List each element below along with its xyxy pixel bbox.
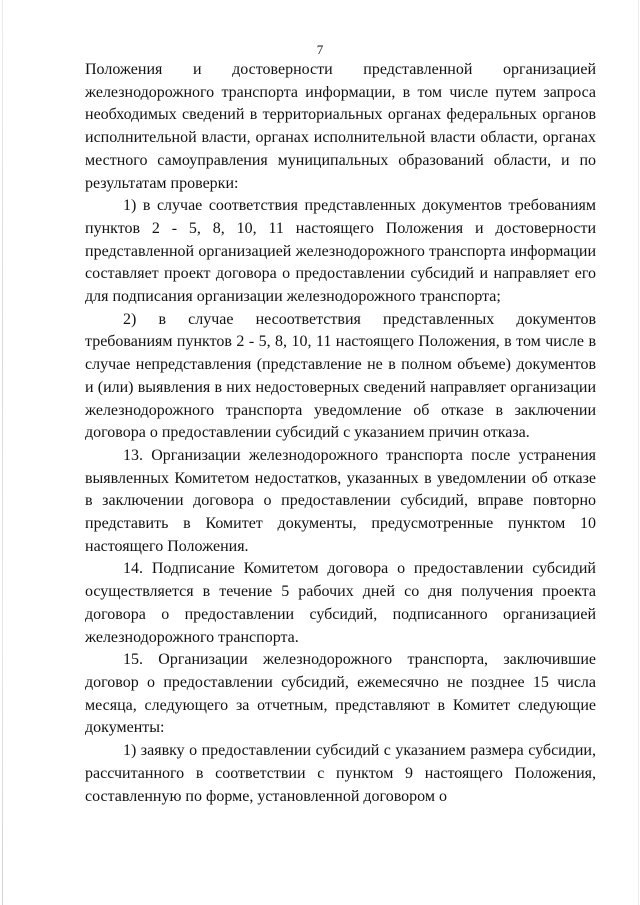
page-number: 7 [316, 42, 324, 57]
document-body [85, 59, 596, 808]
paragraph-clause-15: 15. Организации железнодорожного транспорта, заключившие договор о предоставлении субсидий, ежемесячно не позднее 15 числа месяца, следующего за отчетным, представляют в Комитет следующие документы: [85, 651, 596, 737]
paragraph-item-2: 2) в случае несоответствия представленных документов требованиям пунктов 2 - 5, 8, 10, 11 настоящего Положения, в том числе в случае непредставления (представление не в полном объеме) документов и (или) выявления в них недостоверных сведений направляет организации железнодорожного транспорта уведомление об отказе в заключении договора о предоставлении субсидий с указанием причин отказа. [85, 310, 596, 442]
paragraph-clause-14: 14. Подписание Комитетом договора о предоставлении субсидий осуществляется в течение 5 рабочих дней со дня получения проекта договора о предоставлении субсидий, подписанного организацией железнодорожного транспорта. [85, 560, 596, 646]
scan-edge [638, 0, 639, 905]
paragraph-clause-15-item-1: 1) заявку о предоставлении субсидий с указанием размера субсидии, рассчитанного в соответствии с пунктом 9 настоящего Положения, составленную по форме, установленной договором о [85, 742, 596, 805]
scan-edge [2, 0, 3, 905]
paragraph-item-1: 1) в случае соответствия представленных документов требованиям пунктов 2 - 5, 8, 10, 11 настоящего Положения и достоверности представленной организацией железнодорожного транспорта информации составляет проект договора о предоставлении субсидий и направляет его для подписания организации железнодорожного транспорта; [85, 197, 596, 306]
paragraph-continuation: Положения и достоверности представленной организацией железнодорожного транспорта информации, в том числе путем запроса необходимых сведений в территориальных органах федеральных органов исполнительной власти, органах исполнительной власти области, органах местного самоуправления муниципальных образований области, и по результатам проверки: [85, 61, 596, 192]
paragraph-clause-13: 13. Организации железнодорожного транспорта после устранения выявленных Комитетом недостатков, указанных в уведомлении об отказе в заключении договора о предоставлении субсидий, вправе повторно представить в Комитет документы, предусмотренные пунктом 10 настоящего Положения. [85, 446, 596, 555]
